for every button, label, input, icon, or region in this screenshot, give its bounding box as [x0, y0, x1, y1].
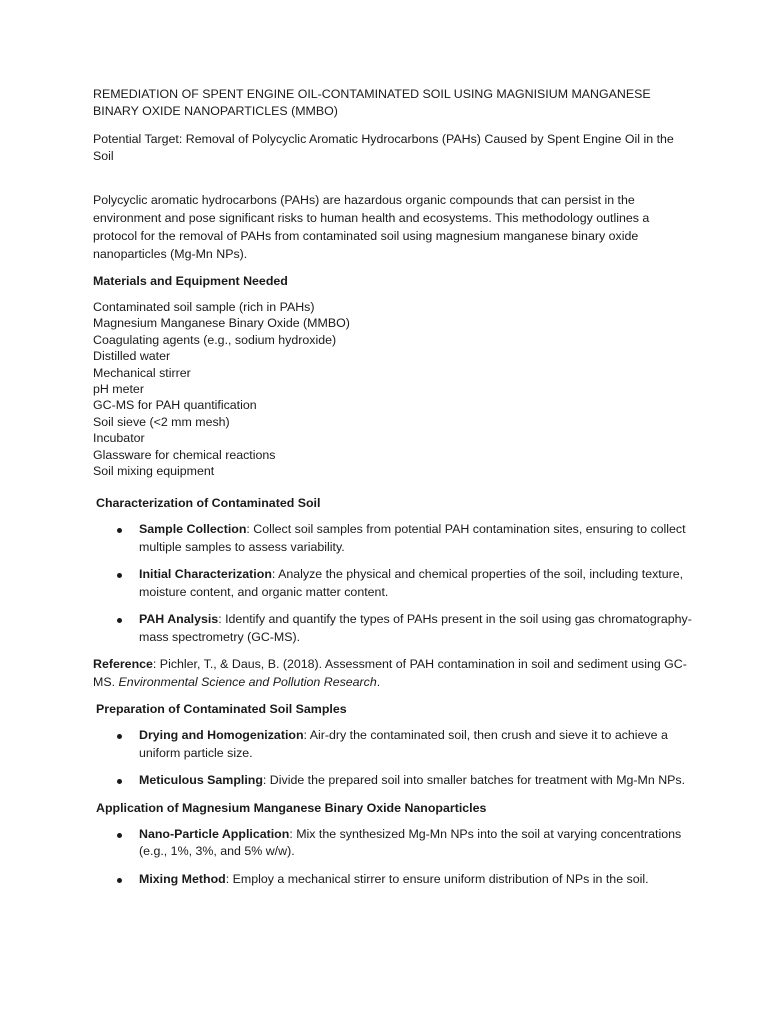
list-item [93, 611, 693, 646]
preparation-heading: Preparation of Contaminated Soil Samples [96, 702, 347, 717]
bullet-icon [117, 878, 122, 883]
reference-label: Reference [93, 657, 153, 672]
materials-item: Magnesium Manganese Binary Oxide (MMBO) [93, 316, 350, 331]
materials-heading: Materials and Equipment Needed [93, 274, 288, 288]
bullet-text: : Collect soil samples from potential PAH contamination sites, ensuring to collect multiple samples to assess variability. [139, 522, 686, 554]
characterization-list [93, 521, 693, 646]
bullet-icon [117, 618, 122, 623]
document-body [93, 86, 693, 898]
bullet-text: : Identify and quantify the types of PAHs present in the soil using gas chromatography-mass spectrometry (GC-MS). [139, 612, 692, 644]
bullet-term: Meticulous Sampling [139, 773, 263, 788]
list-item [93, 772, 693, 790]
materials-item: Coagulating agents (e.g., sodium hydroxide) [93, 332, 337, 347]
reference-paragraph [93, 656, 693, 691]
materials-item: Incubator [93, 431, 145, 446]
characterization-heading: Characterization of Contaminated Soil [96, 496, 321, 511]
materials-item: Soil mixing equipment [93, 464, 215, 479]
bullet-text: : Analyze the physical and chemical properties of the soil, including texture, moisture content, and organic matter content. [139, 567, 684, 599]
bullet-term: Nano-Particle Application [139, 826, 290, 841]
bullet-text: : Mix the synthesized Mg-Mn NPs into the soil at varying concentrations (e.g., 1%, 3%, and 5% w/w). [139, 826, 682, 859]
application-heading: Application of Magnesium Manganese Binary Oxide Nanoparticles [96, 800, 487, 815]
list-item [93, 871, 693, 889]
reference-journal: Environmental Science and Pollution Research [118, 674, 377, 689]
bullet-icon [117, 528, 122, 533]
list-item [93, 826, 693, 861]
bullet-term: PAH Analysis [139, 612, 219, 627]
bullet-text: : Air-dry the contaminated soil, then crush and sieve it to achieve a uniform particle size. [139, 728, 668, 760]
materials-item: pH meter [93, 382, 144, 397]
bullet-text: : Divide the prepared soil into smaller batches for treatment with Mg-Mn NPs. [262, 773, 686, 788]
list-item [93, 521, 693, 556]
bullet-term: Mixing Method [139, 871, 226, 886]
bullet-icon [117, 734, 122, 739]
list-item [93, 566, 693, 601]
materials-item: GC-MS for PAH quantification [93, 398, 257, 413]
bullet-icon [117, 833, 122, 838]
materials-list [93, 299, 693, 479]
intro-paragraph: Polycyclic aromatic hydrocarbons (PAHs) are hazardous organic compounds that can persist in the environment and pose significant risks to human health and ecosystems. This methodology outlines a protocol for the removal of PAHs from contaminated soil using magnesium manganese binary oxide nanoparticles (Mg-Mn NPs). [93, 193, 650, 261]
document-title: REMEDIATION OF SPENT ENGINE OIL-CONTAMINATED SOIL USING MAGNISIUM MANGANESE BINARY OXIDE NANOPARTICLES (MMBO) [93, 87, 651, 118]
bullet-term: Sample Collection [139, 522, 247, 537]
materials-item: Mechanical stirrer [93, 365, 191, 380]
application-list [93, 826, 693, 889]
materials-item: Soil sieve (<2 mm mesh) [93, 414, 230, 429]
bullet-term: Initial Characterization [139, 567, 272, 582]
bullet-term: Drying and Homogenization [139, 728, 304, 743]
materials-item: Distilled water [93, 349, 171, 364]
materials-item: Contaminated soil sample (rich in PAHs) [93, 300, 315, 314]
reference-end: . [376, 674, 381, 689]
bullet-text: : Employ a mechanical stirrer to ensure uniform distribution of NPs in the soil. [225, 871, 649, 886]
bullet-icon [117, 779, 122, 784]
potential-target: Potential Target: Removal of Polycyclic Aromatic Hydrocarbons (PAHs) Caused by Spent Engine Oil in the Soil [93, 132, 674, 163]
bullet-icon [117, 573, 122, 578]
materials-item: Glassware for chemical reactions [93, 447, 276, 462]
list-item [93, 727, 693, 762]
reference-text: : Pichler, T., & Daus, B. (2018). Assessment of PAH contamination in soil and sediment using GC-MS. [93, 657, 687, 689]
preparation-list [93, 727, 693, 790]
